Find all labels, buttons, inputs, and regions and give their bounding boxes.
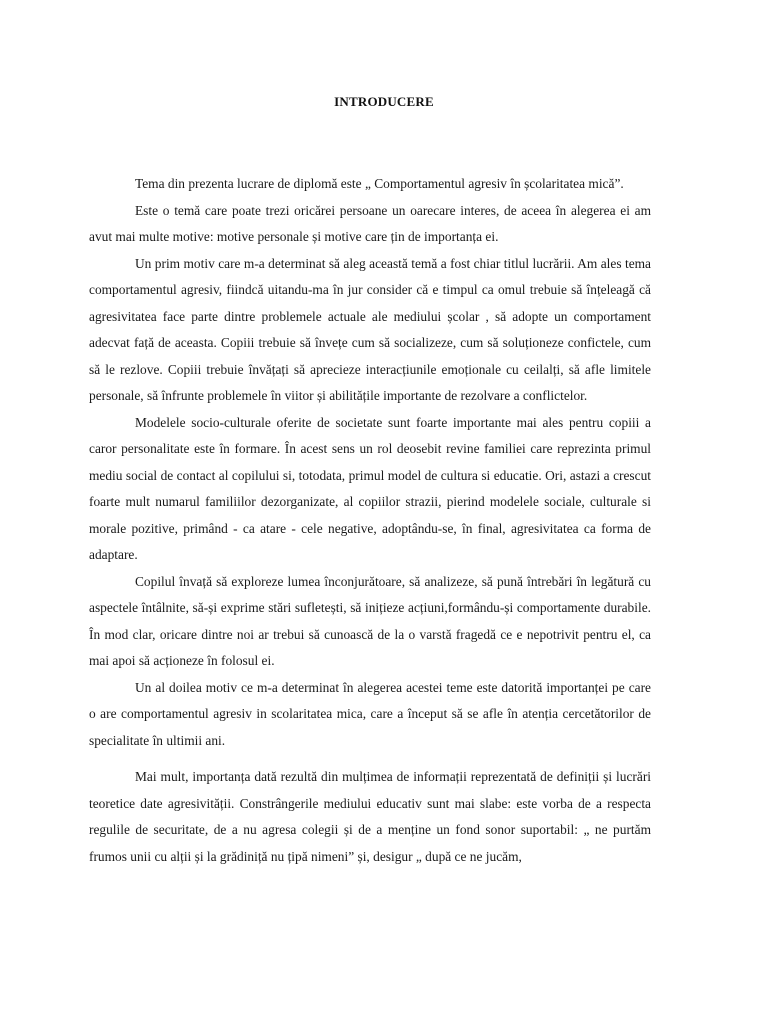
paragraph: Copilul învață să exploreze lumea înconjurătoare, să analizeze, să pună întrebări în legătură cu aspectele întâlnite, să-și exprime stări sufletești, să inițieze acțiuni,formându-și comportamente durabile. În mod clar, oricare dintre noi ar trebui să cunoască de la o varstă fragedă ce e nepotrivit pentru el, ca mai apoi să acționeze în folosul ei.	[89, 573, 651, 668]
paragraph: Tema din prezenta lucrare de diplomă este „ Comportamentul agresiv în școlaritatea mică”.	[135, 176, 624, 191]
paragraph: Un al doilea motiv ce m-a determinat în alegerea acestei teme este datorită importanței pe care o are comportamentul agresiv in scolaritatea mica, care a început să se afle în atenția cercetătorilor de specialitate în ultimii ani.	[89, 679, 651, 748]
document-title: INTRODUCERE	[334, 94, 434, 109]
document-body	[89, 171, 651, 870]
paragraph: Este o temă care poate trezi oricărei persoane un oarecare interes, de aceea în alegerea ei am avut mai multe motive: motive personale și motive care țin de importanța ei.	[89, 202, 651, 244]
paragraph: Mai mult, importanța dată rezultă din mulțimea de informații reprezentată de definiții și lucrări teoretice date agresivității. Constrângerile mediului educativ sunt mai slabe: este vorba de a respecta regulile de securitate, de a nu agresa colegii și de a menține un fond sonor suportabil: „ ne purtăm frumos unii cu alții și la grădiniță nu țipă nimeni” și, desigur „ după ce ne jucăm,	[89, 769, 651, 864]
paragraph: Un prim motiv care m-a determinat să aleg această temă a fost chiar titlul lucrării. Am ales tema comportamentul agresiv, fiindcă uitandu-ma în jur consider că e timpul ca omul trebuie să înțeleagă că agresivitatea face parte dintre problemele actuale ale mediului școlar , să adopte un comportament adecvat față de aceasta. Copiii trebuie să învețe cum să socializeze, cum să soluționeze confictele, cum să le rezlove. Copiii trebuie învățați să aprecieze interacțiunile emoționale cu ceilalți, să afle limitele personale, să înfrunte problemele în viitor și abilitățile importante de rezolvare a conflictelor.	[89, 255, 651, 403]
paragraph: Modelele socio-culturale oferite de societate sunt foarte importante mai ales pentru copiii a caror personalitate este în formare. În acest sens un rol deosebit revine familiei care reprezinta primul mediu social de contact al copilului si, totodata, primul model de cultura si educatie. Ori, astazi a crescut foarte mult numarul familiilor dezorganizate, al copiilor strazii, pierind modelele sociale, culturale si morale pozitive, primând - ca atare - cele negative, adoptându-se, în final, agresivitatea ca forma de adaptare.	[89, 414, 651, 562]
